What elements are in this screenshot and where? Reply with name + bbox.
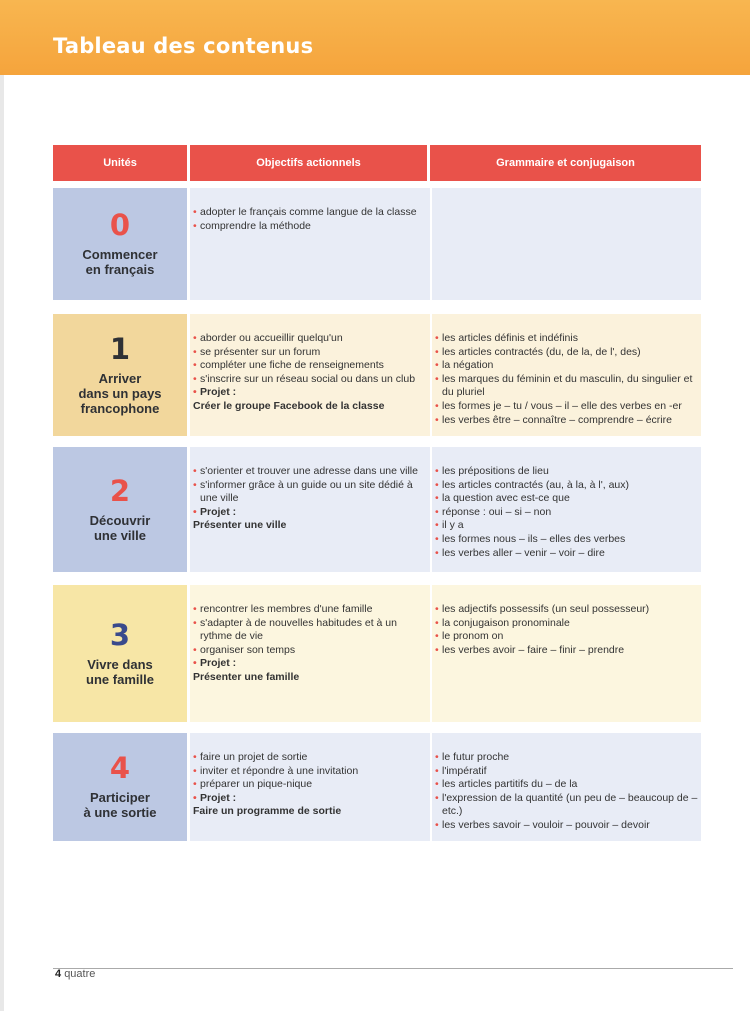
unit-cell (53, 447, 187, 572)
grammar-item: • la question avec est-ce que (435, 492, 701, 506)
objective-item: • s'orienter et trouver une adresse dans une ville (193, 465, 430, 479)
title-banner (0, 0, 750, 75)
grammar-item: • la conjugaison pronominale (435, 617, 701, 631)
projet-label: • Projet : (193, 506, 430, 520)
grammar-item: • le futur proche (435, 751, 701, 765)
objective-item: • s'adapter à de nouvelles habitudes et à un rythme de vie (193, 617, 430, 644)
grammar-cell (432, 585, 701, 722)
grammar-item: • les adjectifs possessifs (un seul possesseur) (435, 603, 701, 617)
grammar-item: • le pronom on (435, 630, 701, 644)
unit-number: 1 (109, 331, 131, 366)
unit-number: 3 (109, 617, 131, 652)
grammar-item: • les verbes aller – venir – voir – dire (435, 547, 701, 561)
projet-title: Faire un programme de sortie (193, 805, 342, 818)
grammar-item: • les marques du féminin et du masculin, du singulier et du pluriel (435, 373, 701, 400)
page-edge (0, 75, 4, 1011)
unit-name: Arriver dans un pays francophone (78, 370, 162, 416)
projet-label: • Projet : (193, 792, 430, 806)
grammar-cell (432, 188, 701, 300)
projet-title: Présenter une famille (193, 670, 300, 683)
objective-item: • comprendre la méthode (193, 220, 430, 234)
objective-item: • inviter et répondre à une invitation (193, 765, 430, 779)
grammar-item: • les formes nous – ils – elles des verbes (435, 533, 701, 547)
objective-item: • compléter une fiche de renseignements (193, 359, 430, 373)
grammar-cell (432, 447, 701, 572)
page-word: quatre (64, 968, 96, 980)
objective-item: • adopter le français comme langue de la classe (193, 206, 430, 220)
header-unites: Unités (53, 145, 187, 181)
grammar-item: • l'impératif (435, 765, 701, 779)
objective-item: • rencontrer les membres d'une famille (193, 603, 430, 617)
objectives-cell (190, 314, 430, 436)
objective-item: • se présenter sur un forum (193, 346, 430, 360)
unit-name: Participer à une sortie (83, 790, 157, 820)
unit-cell (53, 314, 187, 436)
unit-cell (53, 733, 187, 841)
page-footer (55, 968, 95, 980)
objectives-cell (190, 585, 430, 722)
projet-label: • Projet : (193, 657, 430, 671)
grammar-cell (432, 314, 701, 436)
objective-item: • s'inscrire sur un réseau social ou dans un club (193, 373, 430, 387)
grammar-item: • les verbes être – connaître – comprendre – écrire (435, 414, 701, 428)
grammar-item: • les articles contractés (du, de la, de l', des) (435, 346, 701, 360)
objective-item: • aborder ou accueillir quelqu'un (193, 332, 430, 346)
unit-number: 4 (109, 751, 131, 785)
grammar-item: • les articles définis et indéfinis (435, 332, 701, 346)
unit-number: 2 (109, 473, 131, 508)
objectives-cell (190, 733, 430, 841)
unit-cell (53, 585, 187, 722)
grammar-item: • les verbes savoir – vouloir – pouvoir – devoir (435, 819, 701, 833)
unit-number: 0 (109, 208, 131, 242)
grammar-item: • les verbes avoir – faire – finir – prendre (435, 644, 701, 658)
unit-name: Vivre dans une famille (86, 656, 154, 687)
grammar-item: • les prépositions de lieu (435, 465, 701, 479)
projet-label: • Projet : (193, 386, 430, 400)
grammar-item: • les articles partitifs du – de la (435, 778, 701, 792)
grammar-cell (432, 733, 701, 841)
objective-item: • organiser son temps (193, 644, 430, 658)
grammar-item: • l'expression de la quantité (un peu de – beaucoup de – etc.) (435, 792, 701, 819)
page-number: 4 (55, 968, 62, 980)
projet-title: Créer le groupe Facebook de la classe (193, 399, 385, 412)
header-grammaire: Grammaire et conjugaison (430, 145, 701, 181)
unit-name: Commencer en français (82, 247, 158, 277)
unit-cell (53, 188, 187, 300)
objectives-cell (190, 188, 430, 300)
grammar-item: • les formes je – tu / vous – il – elle des verbes en -er (435, 400, 701, 414)
objective-item: • préparer un pique-nique (193, 778, 430, 792)
grammar-item: • la négation (435, 359, 701, 373)
projet-title: Présenter une ville (193, 519, 287, 532)
grammar-item: • il y a (435, 519, 701, 533)
unit-name: Découvrir une ville (89, 512, 151, 543)
footer-divider (53, 968, 733, 969)
objectives-cell (190, 447, 430, 572)
grammar-item: • les articles contractés (au, à la, à l', aux) (435, 479, 701, 493)
page-title: Tableau des contenus (53, 34, 314, 58)
objective-item: • faire un projet de sortie (193, 751, 430, 765)
grammar-item: • réponse : oui – si – non (435, 506, 701, 520)
header-objectifs: Objectifs actionnels (190, 145, 427, 181)
objective-item: • s'informer grâce à un guide ou un site dédié à une ville (193, 479, 430, 506)
